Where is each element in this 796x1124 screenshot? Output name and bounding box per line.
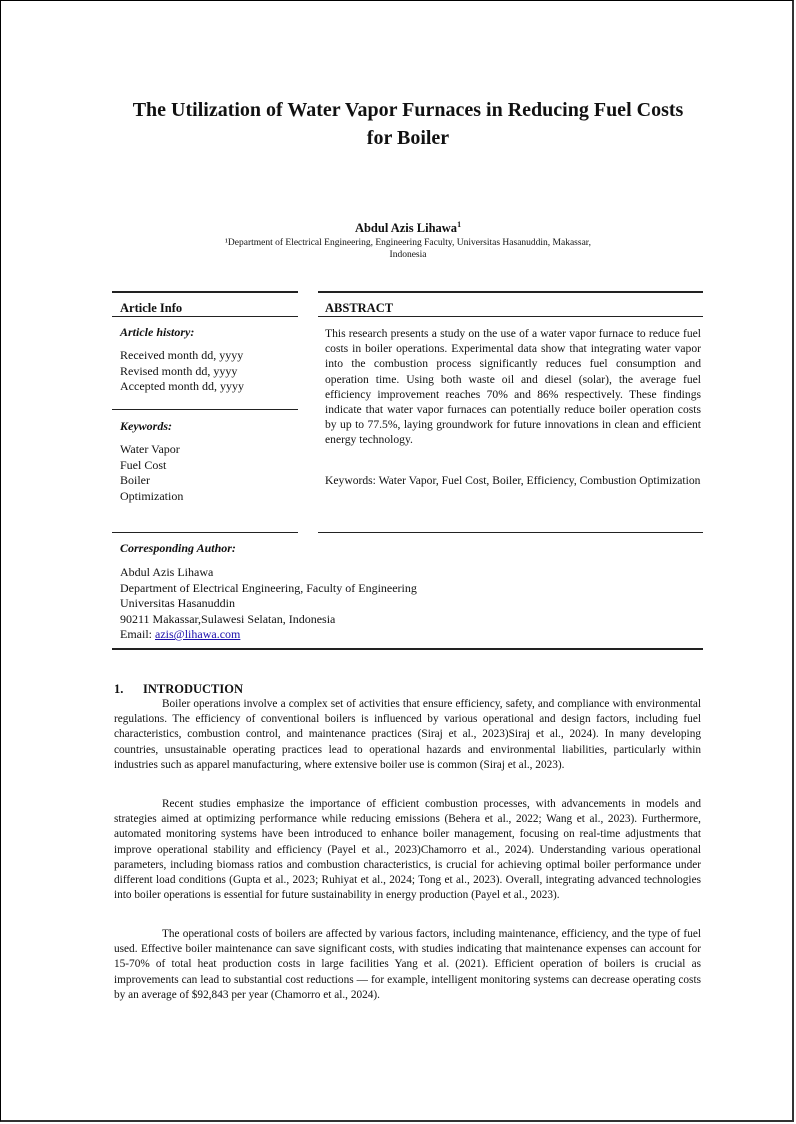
keyword-item: Boiler: [120, 473, 150, 487]
section-title: INTRODUCTION: [143, 682, 244, 696]
author-name: [0, 220, 796, 236]
intro-paragraph-3: The operational costs of boilers are affected by various factors, including maintenance, efficiency, and the type of fuel used. Effective boiler maintenance can save significant costs, with studies indicating that maintenance expenses can account for 15-70% of total heat production costs in large facilities Yang et al. (2021). Efficient operation of boilers is crucial as improvements can lead to substantial cost reductions — for example, intelligent monitoring systems can decrease operating costs by an average of $92,843 per year (Chamorro et al., 2024).: [114, 928, 701, 1001]
email-link[interactable]: azis@lihawa.com: [155, 627, 241, 641]
corresponding-name: Abdul Azis Lihawa: [120, 565, 214, 579]
intro-paragraph-1: Boiler operations involve a complex set of activities that ensure efficiency, safety, and compliance with environmental regulations. The efficiency of conventional boilers is influenced by various operational and design factors, including fuel characteristics, combustion control, and maintenance practices (Siraj et al., 2023)Siraj et al., 2024). In many developing countries, unsustainable operating practices lead to operational hazards and environmental liabilities, particularly within industries such as apparel manufacturing, where extensive boiler use is common (Siraj et al., 2023).: [114, 698, 701, 771]
abstract-text: This research presents a study on the use of a water vapor furnace to reduce fuel costs in boiler operations. Experimental data show that integrating water vapor into the combustion process significantly reduces fuel consumption and operation time. Using both waste oil and diesel (solar), the average fuel efficiency improvement reaches 70% and 86% respectively. These findings indicate that water vapor furnaces can potentially reduce boiler operation costs by up to 77.5%, laying groundwork for future innovations in clean and efficient energy technology.: [325, 327, 701, 447]
abstract-keywords: Keywords: Water Vapor, Fuel Cost, Boiler, Efficiency, Combustion Optimization: [325, 474, 701, 487]
introduction-heading: [114, 682, 243, 697]
abstract-bottom-rule: [318, 532, 703, 533]
article-info-heading: Article Info: [120, 301, 183, 315]
paper-title: The Utilization of Water Vapor Furnaces in Reducing Fuel Costs for Boiler: [132, 99, 684, 149]
corresponding-department: Department of Electrical Engineering, Faculty of Engineering: [120, 580, 417, 595]
keyword-item: Fuel Cost: [120, 457, 167, 472]
abstract-heading: ABSTRACT: [325, 301, 394, 315]
article-info-top-rule: [112, 291, 298, 293]
revised-date: Revised month dd, yyyy: [120, 363, 238, 378]
corresponding-email-line: [120, 627, 417, 643]
history-divider: [112, 409, 298, 410]
keywords-heading: Keywords:: [120, 419, 172, 433]
corresponding-university: Universitas Hasanuddin: [120, 596, 235, 610]
corresponding-author-heading: Corresponding Author:: [120, 541, 236, 555]
author-superscript: 1: [457, 220, 462, 229]
keyword-item: Optimization: [120, 488, 184, 503]
article-info-bottom-rule: [112, 532, 298, 533]
keyword-item: Water Vapor: [120, 442, 180, 456]
corresponding-address: 90211 Makassar,Sulawesi Selatan, Indonesia: [120, 611, 336, 626]
corresponding-author-details: [120, 565, 417, 643]
abstract-top-rule: [318, 291, 703, 293]
accepted-date: Accepted month dd, yyyy: [120, 379, 244, 393]
article-history-list: [120, 348, 244, 395]
section-number: 1.: [114, 682, 124, 696]
abstract-heading-rule: [318, 316, 703, 317]
email-label: Email:: [120, 627, 155, 641]
corresponding-bottom-rule: [112, 648, 703, 650]
author-name-text: Abdul Azis Lihawa: [354, 221, 458, 236]
article-info-heading-rule: [112, 316, 298, 317]
keywords-list: [120, 442, 183, 504]
intro-paragraph-2: Recent studies emphasize the importance of efficient combustion processes, with advancements in models and strategies aimed at optimizing performance while reducing emissions (Behera et al., 2022; Wang et al., 2023). Furthermore, automated monitoring systems have been introduced to enhance boiler management, focusing on real-time adjustments that improve operational stability and efficiency (Payel et al., 2023)Chamorro et al., 2024). Understanding various operational parameters, including biomass ratios and combustion characteristics, is crucial for achieving optimal boiler performance under different load conditions (Gupta et al., 2023; Ruhiyat et al., 2024; Tong et al., 2023). Overall, integrating advanced technologies into boiler operations is essential for future sustainability in energy production (Payel et al., 2023).: [114, 798, 701, 902]
article-history-heading: Article history:: [120, 325, 195, 339]
author-affiliation: ¹Department of Electrical Engineering, Engineering Faculty, Universitas Hasanuddin, Makassar, Indonesia: [225, 238, 591, 260]
received-date: Received month dd, yyyy: [120, 348, 244, 362]
